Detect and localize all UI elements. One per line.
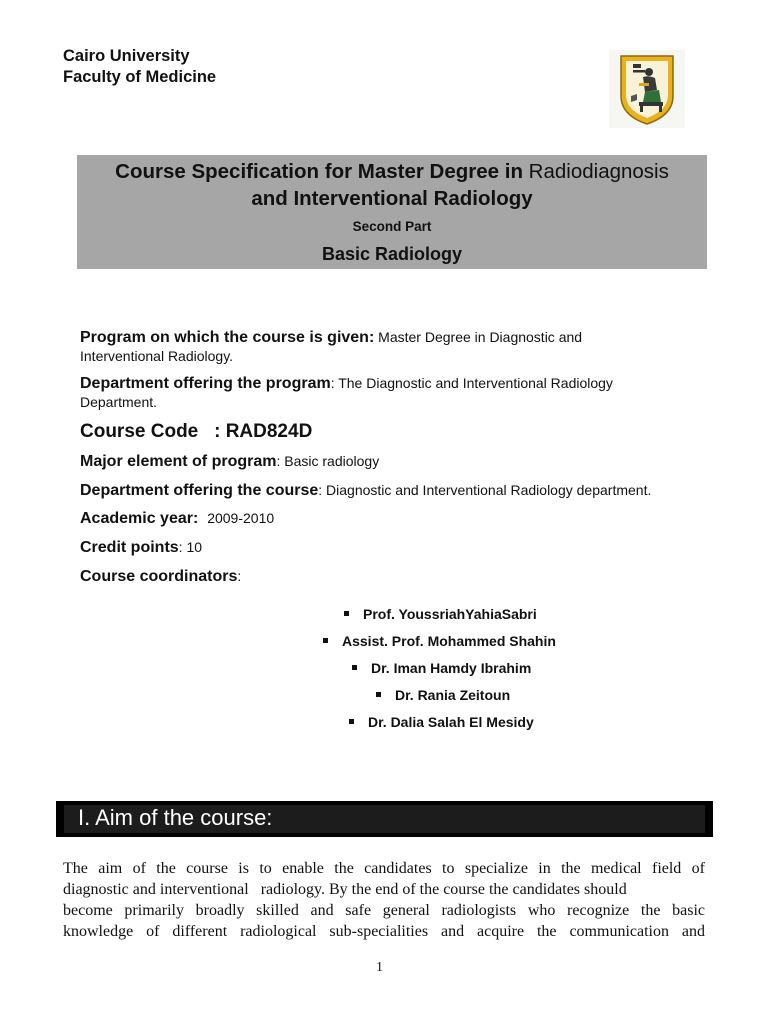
coordinator-name: Prof. YoussriahYahiaSabri (363, 606, 537, 622)
bullet-icon (349, 719, 354, 724)
institution-header (63, 46, 216, 88)
aim-paragraph (63, 858, 705, 942)
section-heading: I. Aim of the course: (78, 805, 273, 830)
coordinator-name: Assist. Prof. Mohammed Shahin (342, 633, 556, 649)
course-title-block (77, 155, 707, 269)
section-heading-bar (56, 801, 713, 837)
course-code-value: : RAD824D (214, 421, 313, 442)
academic-year-info (80, 510, 720, 528)
coordinator-name: Dr. Iman Hamdy Ibrahim (371, 660, 532, 676)
coordinator-item (349, 714, 534, 730)
course-title-line1 (77, 158, 707, 185)
coordinators-colon: : (237, 568, 242, 584)
university-name: Cairo University (63, 47, 190, 65)
course-title-part1: Course Specification for Master Degree in (115, 160, 529, 183)
department-course-label: Department offering the course (80, 482, 319, 499)
bullet-icon (344, 611, 349, 616)
course-title-specialty: Radiodiagnosis (528, 160, 669, 183)
major-element-info (80, 453, 720, 471)
aim-line: become primarily broadly skilled and safe general radiologists who recognize the basic (63, 902, 705, 919)
coordinator-item (323, 633, 556, 649)
department-course-info (80, 482, 720, 500)
department-program-info (80, 375, 720, 410)
coordinator-item (376, 687, 510, 703)
academic-year-label: Academic year: (80, 510, 199, 527)
coordinators-info (80, 568, 720, 586)
program-label: Program on which the course is given: (80, 329, 375, 346)
credit-points-info (80, 539, 720, 557)
coordinator-name: Dr. Dalia Salah El Mesidy (368, 714, 534, 730)
program-info (80, 329, 720, 364)
cairo-university-emblem-icon (609, 50, 685, 128)
faculty-name: Faculty of Medicine (63, 68, 217, 86)
coordinators-label: Course coordinators (80, 568, 238, 585)
major-element-value: : Basic radiology (276, 453, 380, 469)
bullet-icon (376, 692, 381, 697)
department-program-value-continued: Department. (80, 394, 158, 410)
department-program-value: : The Diagnostic and Interventional Radiology (330, 375, 613, 391)
course-code-label: Course Code (80, 421, 199, 442)
coordinator-item (344, 606, 537, 622)
coordinator-item (352, 660, 531, 676)
credit-points-label: Credit points (80, 539, 179, 556)
program-value: Master Degree in Diagnostic and (374, 329, 583, 345)
course-part-label: Second Part (352, 219, 432, 234)
page-number: 1 (376, 960, 383, 975)
academic-year-value: 2009-2010 (207, 510, 275, 526)
department-program-label: Department offering the program (80, 375, 331, 392)
aim-line: diagnostic and interventional radiology. By the end of the course the candidates should (63, 881, 627, 898)
credit-points-value: : 10 (178, 539, 203, 555)
course-title-line2: and Interventional Radiology (251, 187, 533, 210)
program-value-continued: Interventional Radiology. (80, 348, 234, 364)
course-subject: Basic Radiology (321, 244, 463, 264)
bullet-icon (323, 638, 328, 643)
course-code (80, 421, 720, 443)
major-element-label: Major element of program (80, 453, 277, 470)
aim-line: The aim of the course is to enable the candidates to specialize in the medical field of (63, 860, 705, 877)
bullet-icon (352, 665, 357, 670)
aim-line: knowledge of different radiological sub-specialities and acquire the communication and (63, 923, 705, 940)
department-course-value: : Diagnostic and Interventional Radiology department. (318, 482, 652, 498)
coordinator-name: Dr. Rania Zeitoun (395, 687, 511, 703)
